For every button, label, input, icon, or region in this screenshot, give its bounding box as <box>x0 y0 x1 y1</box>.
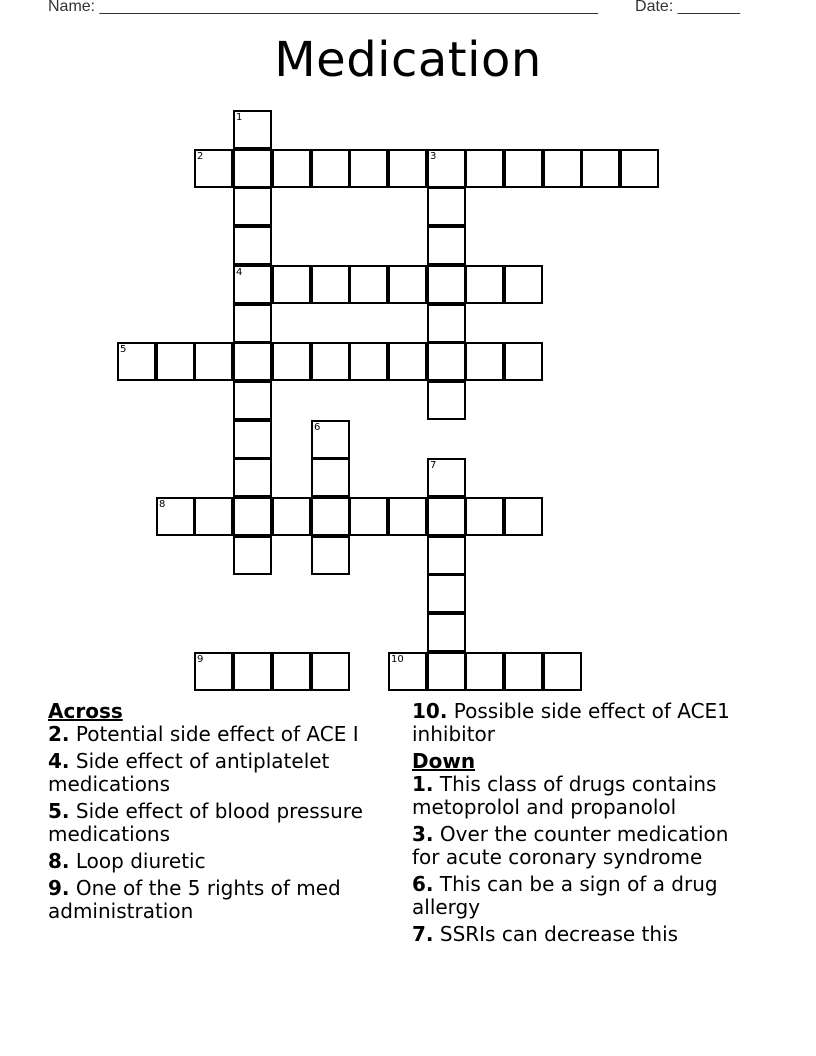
grid-cell[interactable] <box>272 652 311 691</box>
clue-text: One of the 5 rights of med administration <box>48 876 341 923</box>
grid-cell[interactable] <box>311 497 350 536</box>
clue-text: Over the counter medication for acute coronary syndrome <box>412 822 729 869</box>
clue-number: 1. <box>412 772 434 796</box>
grid-cell[interactable] <box>465 497 504 536</box>
down-clue-7 <box>412 923 762 946</box>
clues-column-left <box>48 700 378 927</box>
across-heading: Across <box>48 699 123 723</box>
clue-number: 6. <box>412 872 434 896</box>
across-clue-4 <box>48 750 378 796</box>
grid-cell[interactable] <box>388 342 427 381</box>
grid-cell[interactable] <box>427 458 466 497</box>
clue-number-label: 6 <box>314 422 321 433</box>
clue-number-label: 9 <box>197 654 204 665</box>
clue-number: 10. <box>412 699 448 723</box>
clue-text: SSRIs can decrease this <box>439 922 679 946</box>
grid-cell[interactable] <box>311 265 350 304</box>
grid-cell[interactable] <box>272 265 311 304</box>
grid-cell[interactable] <box>311 342 350 381</box>
clue-number: 5. <box>48 799 70 823</box>
clue-number-label: 7 <box>430 460 437 471</box>
clue-number: 8. <box>48 849 70 873</box>
across-clue-2 <box>48 723 378 746</box>
grid-cell[interactable] <box>311 458 350 497</box>
grid-cell[interactable] <box>427 497 466 536</box>
clue-number: 9. <box>48 876 70 900</box>
grid-cell[interactable] <box>620 149 659 188</box>
grid-cell[interactable] <box>272 342 311 381</box>
grid-cell[interactable] <box>388 652 427 691</box>
grid-cell[interactable] <box>427 652 466 691</box>
grid-cell[interactable] <box>349 342 388 381</box>
grid-cell[interactable] <box>233 342 272 381</box>
grid-cell[interactable] <box>465 342 504 381</box>
clue-text: This class of drugs contains metoprolol and propanolol <box>412 772 717 819</box>
grid-cell[interactable] <box>272 497 311 536</box>
grid-cell[interactable] <box>427 574 466 613</box>
grid-cell[interactable] <box>465 265 504 304</box>
down-clue-6 <box>412 873 762 919</box>
grid-cell[interactable] <box>504 497 543 536</box>
clue-number-label: 1 <box>236 112 243 123</box>
grid-cell[interactable] <box>233 497 272 536</box>
across-clue-10 <box>412 700 762 746</box>
across-clue-5 <box>48 800 378 846</box>
clue-text: Side effect of blood pressure medications <box>48 799 363 846</box>
grid-cell[interactable] <box>233 149 272 188</box>
clue-number-label: 3 <box>430 151 437 162</box>
clue-text: Possible side effect of ACE1 inhibitor <box>412 699 730 746</box>
down-heading: Down <box>412 749 476 773</box>
grid-cell[interactable] <box>272 149 311 188</box>
across-clue-9 <box>48 877 378 923</box>
clue-number: 7. <box>412 922 434 946</box>
grid-cell[interactable] <box>388 149 427 188</box>
grid-cell[interactable] <box>194 652 233 691</box>
clue-number: 2. <box>48 722 70 746</box>
grid-cell[interactable] <box>233 381 272 420</box>
grid-cell[interactable] <box>427 187 466 226</box>
clue-text: Side effect of antiplatelet medications <box>48 749 330 796</box>
clue-number-label: 4 <box>236 267 243 278</box>
grid-cell[interactable] <box>233 187 272 226</box>
grid-cell[interactable] <box>581 149 620 188</box>
grid-cell[interactable] <box>427 381 466 420</box>
grid-cell[interactable] <box>194 342 233 381</box>
clue-number: 4. <box>48 749 70 773</box>
grid-cell[interactable] <box>311 420 350 459</box>
grid-cell[interactable] <box>233 304 272 343</box>
grid-cell[interactable] <box>233 420 272 459</box>
grid-cell[interactable] <box>504 342 543 381</box>
grid-cell[interactable] <box>233 226 272 265</box>
grid-cell[interactable] <box>504 149 543 188</box>
name-field-label[interactable]: Name: ________________________________________________________ <box>48 0 598 15</box>
grid-cell[interactable] <box>117 342 156 381</box>
grid-cell[interactable] <box>156 342 195 381</box>
clue-text: Potential side effect of ACE I <box>75 722 359 746</box>
grid-cell[interactable] <box>311 652 350 691</box>
grid-cell[interactable] <box>427 265 466 304</box>
grid-cell[interactable] <box>504 265 543 304</box>
date-field-label[interactable]: Date: _______ <box>635 0 740 15</box>
across-clue-8 <box>48 850 378 873</box>
grid-cell[interactable] <box>504 652 543 691</box>
grid-cell[interactable] <box>349 149 388 188</box>
down-clue-3 <box>412 823 762 869</box>
clue-number-label: 10 <box>391 654 404 665</box>
clue-text: Loop diuretic <box>75 849 206 873</box>
grid-cell[interactable] <box>427 149 466 188</box>
grid-cell[interactable] <box>388 265 427 304</box>
grid-cell[interactable] <box>194 149 233 188</box>
grid-cell[interactable] <box>233 110 272 149</box>
clues-column-right <box>412 700 762 950</box>
grid-cell[interactable] <box>543 149 582 188</box>
grid-cell[interactable] <box>311 536 350 575</box>
grid-cell[interactable] <box>156 497 195 536</box>
clue-text: This can be a sign of a drug allergy <box>412 872 718 919</box>
grid-cell[interactable] <box>194 497 233 536</box>
grid-cell[interactable] <box>427 304 466 343</box>
grid-cell[interactable] <box>427 342 466 381</box>
grid-cell[interactable] <box>388 497 427 536</box>
down-clue-1 <box>412 773 762 819</box>
grid-cell[interactable] <box>465 149 504 188</box>
clue-number-label: 2 <box>197 151 204 162</box>
grid-cell[interactable] <box>233 458 272 497</box>
clue-number-label: 5 <box>120 344 127 355</box>
grid-cell[interactable] <box>233 536 272 575</box>
clue-number: 3. <box>412 822 434 846</box>
grid-cell[interactable] <box>543 652 582 691</box>
grid-cell[interactable] <box>233 265 272 304</box>
grid-cell[interactable] <box>349 497 388 536</box>
puzzle-title: Medication <box>274 32 542 88</box>
grid-cell[interactable] <box>427 226 466 265</box>
grid-cell[interactable] <box>465 652 504 691</box>
grid-cell[interactable] <box>311 149 350 188</box>
grid-cell[interactable] <box>427 613 466 652</box>
grid-cell[interactable] <box>427 536 466 575</box>
grid-cell[interactable] <box>233 652 272 691</box>
clue-number-label: 8 <box>159 499 166 510</box>
grid-cell[interactable] <box>349 265 388 304</box>
